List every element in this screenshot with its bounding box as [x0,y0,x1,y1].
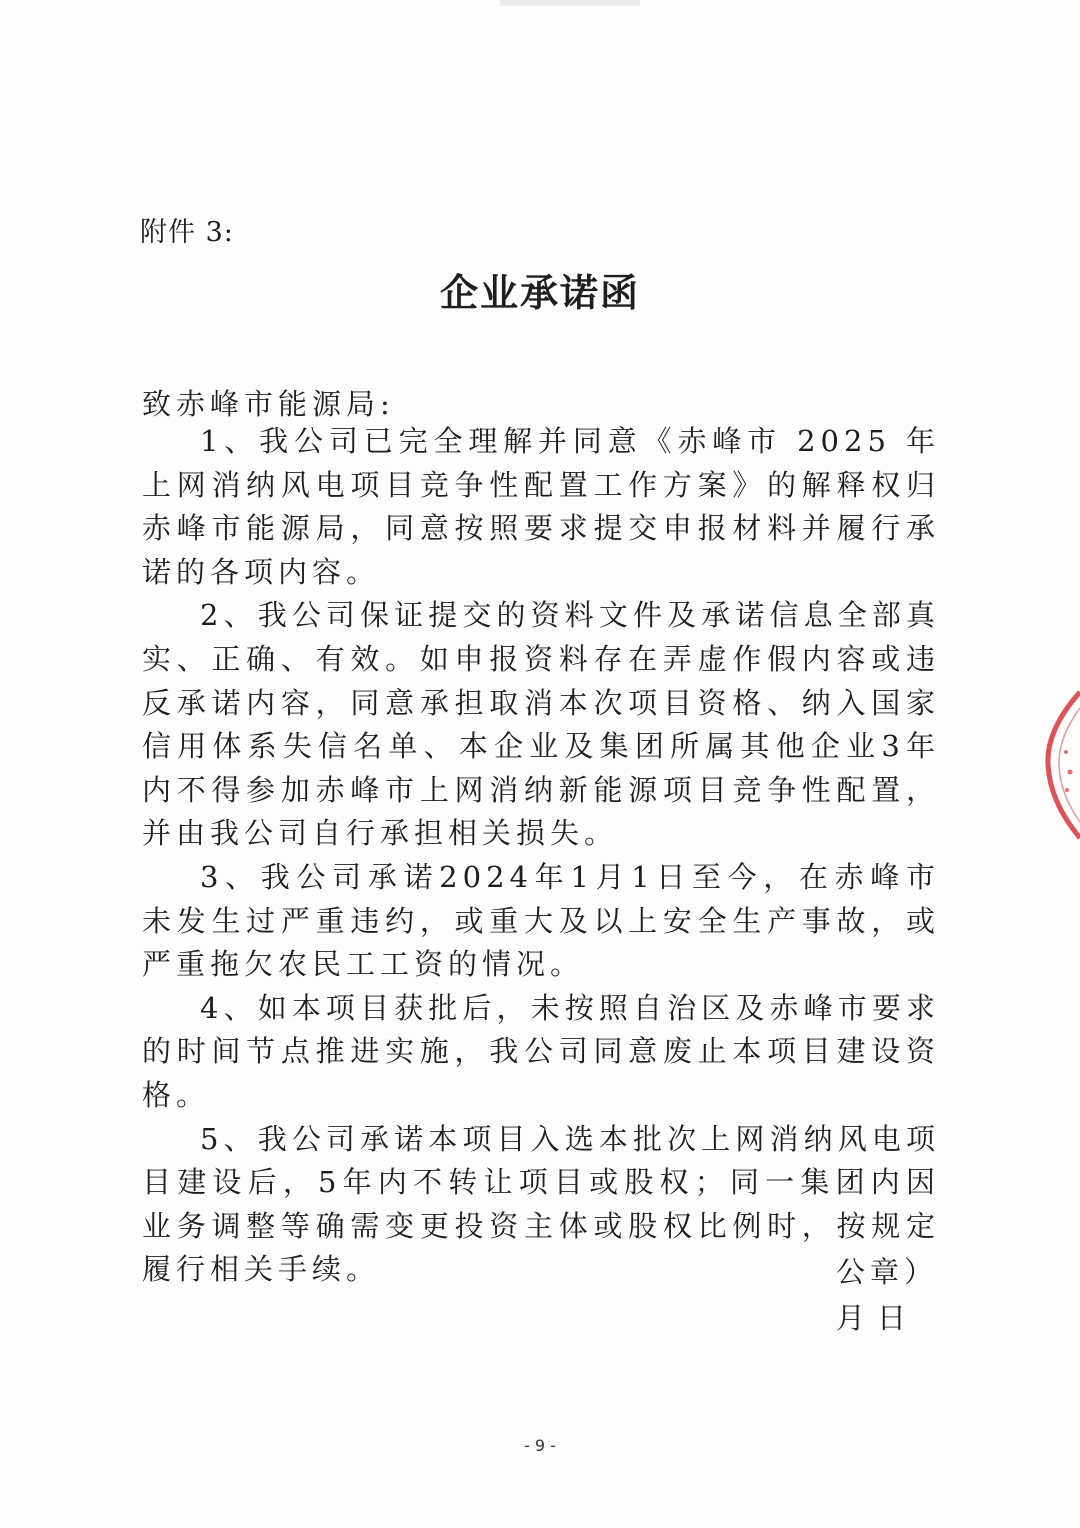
document-title: 企业承诺函 [439,270,640,315]
attachment-label: 附件 3: [140,217,234,248]
salutation: 致赤峰市能源局: [142,387,395,421]
paragraph-2: 2、我公司保证提交的资料文件及承诺信息全部真实、正确、有效。如申报资料存在弄虚作假内容或违反承诺内容，同意承担取消本次项目资格、纳入国家信用体系失信名单、本企业及集团所属其他企业3年内不得参加赤峰市上网消纳新能源项目竞争性配置，并由我公司自行承担相关损失。 [142,598,940,851]
seal-line: 公章） [835,1255,938,1289]
paragraph-5: 5、我公司承诺本项目入选本批次上网消纳风电项目建设后，5年内不转让项目或股权；同一集团内因业务调整等确需变更投资主体或股权比例时，按规定履行相关手续。 [142,1121,940,1287]
red-stamp-edge [1040,690,1080,840]
paragraph-3: 3、我公司承诺2024年1月1日至今，在赤峰市未发生过严重违约，或重大及以上安全生产事故，或严重拖欠农民工工资的情况。 [142,859,940,982]
page-number: - 9 - [524,1436,556,1455]
scan-artifact [500,0,640,6]
paragraph-4: 4、如本项目获批后，未按照自治区及赤峰市要求的时间节点推进实施，我公司同意废止本项目建设资格。 [142,990,940,1112]
document-body [142,420,940,1292]
date-line: 月日 [835,1301,918,1335]
paragraph-1: 1、我公司已完全理解并同意《赤峰市 2025 年上网消纳风电项目竞争性配置工作方案》的解释权归赤峰市能源局，同意按照要求提交申报材料并履行承诺的各项内容。 [142,424,940,589]
